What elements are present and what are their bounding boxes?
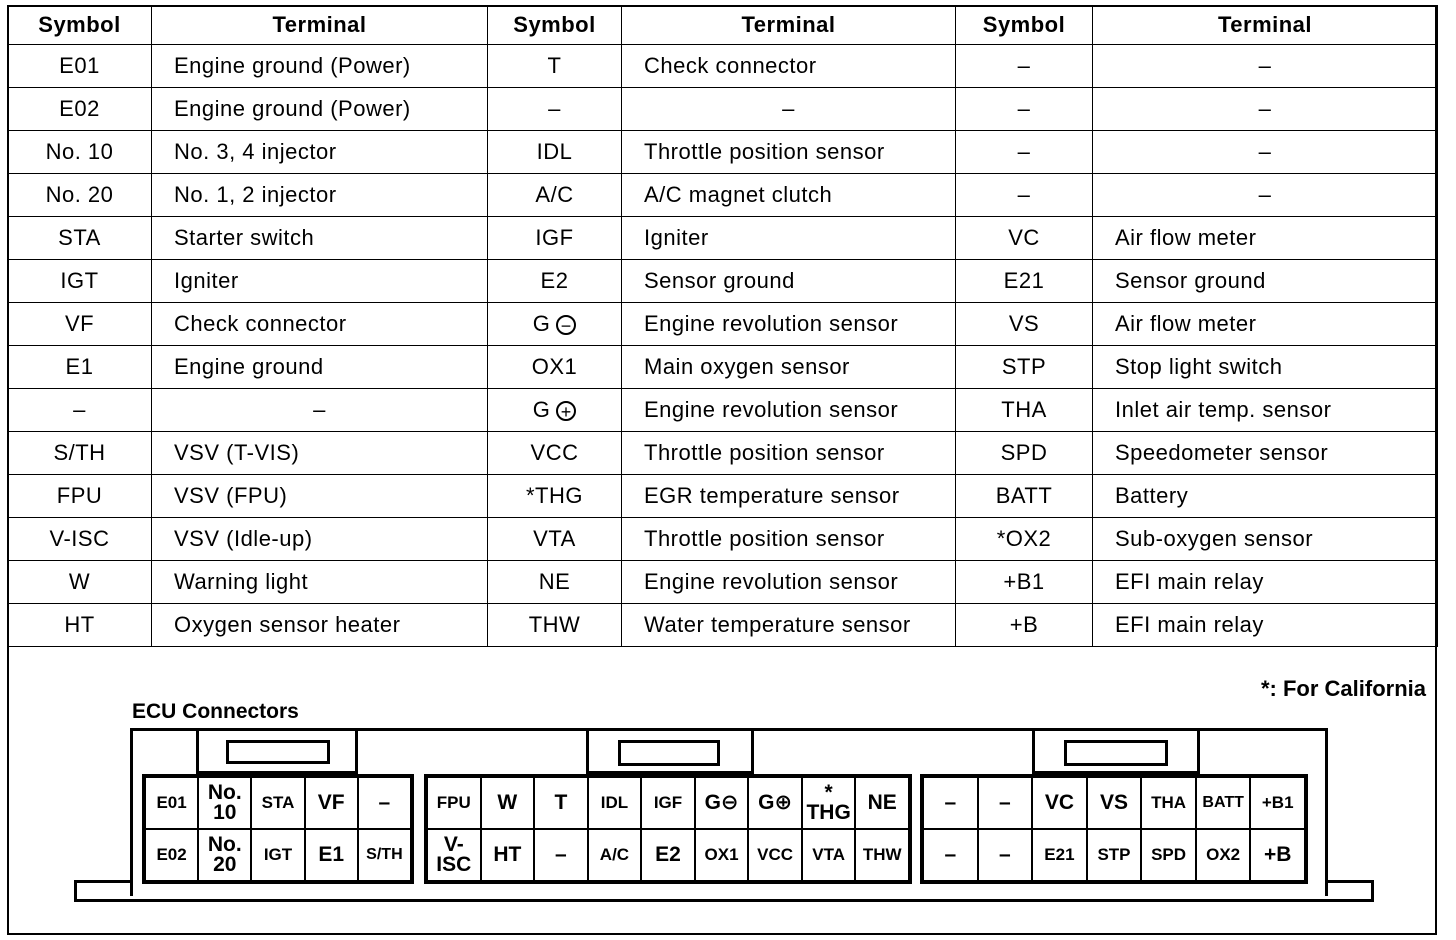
connector-pin: IDL <box>588 777 642 829</box>
connector-pin: – <box>978 777 1033 829</box>
symbol-cell <box>488 432 622 475</box>
terminal-cell: Igniter <box>622 217 956 260</box>
symbol-cell <box>8 346 152 389</box>
table-row <box>8 174 1438 217</box>
connector-pin: – <box>534 829 588 881</box>
terminal-cell: A/C magnet clutch <box>622 174 956 217</box>
table-row <box>8 131 1438 174</box>
table-row <box>8 303 1438 346</box>
symbol-cell <box>8 303 152 346</box>
symbol-cell <box>488 260 622 303</box>
symbol-cell <box>8 389 152 432</box>
connector-pin: VTA <box>802 829 856 881</box>
terminal-cell: Engine revolution sensor <box>622 561 956 604</box>
connector-pin: STA <box>251 777 304 829</box>
symbol-cell <box>8 475 152 518</box>
terminal-cell: Water temperature sensor <box>622 604 956 647</box>
table-row <box>8 217 1438 260</box>
symbol-text: STP <box>1001 354 1047 379</box>
terminal-cell: Sub-oxygen sensor <box>1093 518 1438 561</box>
connector-pin: NE <box>855 777 909 829</box>
terminal-cell: – <box>152 389 488 432</box>
symbol-text: S/TH <box>53 440 106 465</box>
symbol-cell <box>488 604 622 647</box>
symbol-text: E21 <box>1003 268 1045 293</box>
terminal-cell: Inlet air temp. sensor <box>1093 389 1438 432</box>
terminal-cell: – <box>1093 131 1438 174</box>
symbol-cell <box>8 217 152 260</box>
symbol-cell <box>956 45 1093 88</box>
symbol-text: *THG <box>526 483 583 508</box>
symbol-cell <box>8 432 152 475</box>
symbol-cell <box>956 260 1093 303</box>
terminal-cell: VSV (Idle-up) <box>152 518 488 561</box>
california-note: *: For California <box>1260 676 1426 701</box>
connector-pin: E1 <box>305 829 358 881</box>
connector-pin: IGT <box>251 829 304 881</box>
connector-pin: THW <box>855 829 909 881</box>
symbol-cell <box>488 131 622 174</box>
symbol-cell <box>8 131 152 174</box>
symbol-text: HT <box>64 612 95 637</box>
connector-pin: E2 <box>641 829 695 881</box>
symbol-cell <box>956 217 1093 260</box>
terminal-cell: Air flow meter <box>1093 217 1438 260</box>
symbol-cell <box>488 389 622 432</box>
symbol-cell <box>956 432 1093 475</box>
symbol-text: W <box>68 569 91 594</box>
symbol-cell <box>8 561 152 604</box>
symbol-text: OX1 <box>531 354 578 379</box>
terminal-cell: VSV (FPU) <box>152 475 488 518</box>
connector-pin: SPD <box>1141 829 1196 881</box>
connector-pin: S/TH <box>358 829 411 881</box>
table-row <box>8 432 1438 475</box>
symbol-text: E1 <box>65 354 94 379</box>
table-row <box>8 604 1438 647</box>
table-row <box>8 260 1438 303</box>
terminal-cell: Igniter <box>152 260 488 303</box>
symbol-text: FPU <box>56 483 103 508</box>
symbol-text: – <box>73 397 86 422</box>
symbol-text: +B <box>1009 612 1039 637</box>
symbol-text: STA <box>58 225 101 250</box>
terminal-cell: Engine ground <box>152 346 488 389</box>
symbol-text: THW <box>528 612 581 637</box>
symbol-cell <box>8 174 152 217</box>
symbol-text: – <box>1017 139 1031 164</box>
terminal-cell: – <box>622 88 956 131</box>
symbol-cell <box>488 346 622 389</box>
symbol-cell <box>8 604 152 647</box>
symbol-text: VF <box>64 311 95 336</box>
connector-pin: E02 <box>145 829 198 881</box>
connector-pin: STP <box>1087 829 1142 881</box>
terminal-cell: Warning light <box>152 561 488 604</box>
symbol-cell <box>488 561 622 604</box>
connector-pin: * THG <box>802 777 856 829</box>
terminal-cell: Stop light switch <box>1093 346 1438 389</box>
symbol-text: G <box>532 311 551 336</box>
symbol-cell <box>8 518 152 561</box>
symbol-text: A/C <box>535 182 574 207</box>
table-body <box>8 45 1438 647</box>
symbol-cell <box>956 174 1093 217</box>
connector-pin: HT <box>481 829 535 881</box>
terminal-cell: Starter switch <box>152 217 488 260</box>
symbol-text: – <box>1017 53 1031 78</box>
table-row <box>8 475 1438 518</box>
symbol-cell <box>956 561 1093 604</box>
symbol-text: IGT <box>60 268 99 293</box>
terminal-cell: EFI main relay <box>1093 561 1438 604</box>
connector-pin: BATT <box>1196 777 1251 829</box>
terminal-cell: Sensor ground <box>1093 260 1438 303</box>
connector-pin: OX2 <box>1196 829 1251 881</box>
ecu-keyway-1 <box>226 740 330 764</box>
terminal-cell: Check connector <box>622 45 956 88</box>
symbol-text: – <box>1017 182 1031 207</box>
ecu-connector-1 <box>142 774 414 884</box>
connector-pin: E01 <box>145 777 198 829</box>
symbol-cell <box>8 260 152 303</box>
connector-pin: +B <box>1250 829 1305 881</box>
symbol-cell <box>956 303 1093 346</box>
terminal-cell: No. 1, 2 injector <box>152 174 488 217</box>
terminal-cell: Throttle position sensor <box>622 432 956 475</box>
symbol-cell <box>956 604 1093 647</box>
terminal-cell: Engine revolution sensor <box>622 303 956 346</box>
connector-pin: – <box>923 777 978 829</box>
terminal-cell: Check connector <box>152 303 488 346</box>
table-row <box>8 88 1438 131</box>
connector-pin: A/C <box>588 829 642 881</box>
terminal-cell: Engine ground (Power) <box>152 45 488 88</box>
connector-pin: T <box>534 777 588 829</box>
header-symbol-3: Symbol <box>956 6 1093 45</box>
polarity-circle-icon: + <box>556 401 576 421</box>
connector-pin: V- ISC <box>427 829 481 881</box>
connector-pin: VCC <box>748 829 802 881</box>
symbol-text: NE <box>538 569 571 594</box>
table-row <box>8 389 1438 432</box>
terminal-cell: EFI main relay <box>1093 604 1438 647</box>
connector-pin: No. 10 <box>198 777 251 829</box>
symbol-text: VC <box>1008 225 1040 250</box>
terminal-cell: Battery <box>1093 475 1438 518</box>
header-terminal-2: Terminal <box>622 6 956 45</box>
connector-pin: No. 20 <box>198 829 251 881</box>
connector-pin: – <box>978 829 1033 881</box>
terminal-cell: VSV (T-VIS) <box>152 432 488 475</box>
symbol-text: – <box>1017 96 1031 121</box>
symbol-text: VTA <box>533 526 576 551</box>
symbol-text: VCC <box>530 440 579 465</box>
symbol-text: – <box>548 96 561 121</box>
header-terminal-1: Terminal <box>152 6 488 45</box>
header-terminal-3: Terminal <box>1093 6 1438 45</box>
terminal-cell: EGR temperature sensor <box>622 475 956 518</box>
terminal-cell: – <box>1093 45 1438 88</box>
symbol-text: E02 <box>59 96 100 121</box>
symbol-text: IGF <box>535 225 574 250</box>
table-row <box>8 518 1438 561</box>
terminal-table <box>7 5 1438 647</box>
terminal-cell: – <box>1093 174 1438 217</box>
symbol-cell <box>956 475 1093 518</box>
connector-pin: FPU <box>427 777 481 829</box>
symbol-cell <box>488 45 622 88</box>
symbol-cell <box>8 45 152 88</box>
connector-pin: W <box>481 777 535 829</box>
terminal-cell: Throttle position sensor <box>622 518 956 561</box>
ecu-connector-3 <box>920 774 1308 884</box>
symbol-text: E01 <box>59 53 100 78</box>
terminal-cell: Sensor ground <box>622 260 956 303</box>
symbol-cell <box>956 346 1093 389</box>
symbol-cell <box>488 518 622 561</box>
symbol-cell <box>488 303 622 346</box>
symbol-text: No. 10 <box>45 139 114 164</box>
ecu-connectors-title: ECU Connectors <box>132 700 299 723</box>
terminal-cell: Engine revolution sensor <box>622 389 956 432</box>
table-row <box>8 45 1438 88</box>
table-row <box>8 346 1438 389</box>
connector-pin: THA <box>1141 777 1196 829</box>
terminal-cell: – <box>1093 88 1438 131</box>
connector-pin: IGF <box>641 777 695 829</box>
polarity-circle-icon: − <box>556 315 576 335</box>
symbol-cell <box>956 88 1093 131</box>
symbol-text: E2 <box>540 268 569 293</box>
connector-pin: – <box>923 829 978 881</box>
table-header-row <box>8 6 1438 45</box>
symbol-cell <box>488 174 622 217</box>
symbol-text: *OX2 <box>996 526 1052 551</box>
symbol-text: BATT <box>995 483 1053 508</box>
symbol-cell <box>8 88 152 131</box>
connector-pin: OX1 <box>695 829 749 881</box>
terminal-cell: Main oxygen sensor <box>622 346 956 389</box>
symbol-text: VS <box>1008 311 1040 336</box>
symbol-cell <box>488 88 622 131</box>
symbol-text: THA <box>1001 397 1047 422</box>
symbol-cell <box>488 217 622 260</box>
terminal-cell: Engine ground (Power) <box>152 88 488 131</box>
terminal-cell: Oxygen sensor heater <box>152 604 488 647</box>
symbol-cell <box>488 475 622 518</box>
ecu-keyway-3 <box>1064 740 1168 766</box>
connector-pin: – <box>358 777 411 829</box>
symbol-text: G <box>532 397 551 422</box>
symbol-cell <box>956 389 1093 432</box>
connector-pin: E21 <box>1032 829 1087 881</box>
connector-pin: VF <box>305 777 358 829</box>
symbol-text: +B1 <box>1003 569 1045 594</box>
terminal-cell: Speedometer sensor <box>1093 432 1438 475</box>
terminal-cell: Air flow meter <box>1093 303 1438 346</box>
symbol-text: T <box>547 53 562 78</box>
table-row <box>8 561 1438 604</box>
connector-pin: VS <box>1087 777 1142 829</box>
symbol-text: SPD <box>1000 440 1048 465</box>
symbol-text: No. 20 <box>45 182 114 207</box>
ecu-connector-2 <box>424 774 912 884</box>
symbol-text: IDL <box>536 139 573 164</box>
header-symbol-2: Symbol <box>488 6 622 45</box>
symbol-cell <box>956 131 1093 174</box>
symbol-cell <box>956 518 1093 561</box>
connector-pin: G⊕ <box>748 777 802 829</box>
connector-pin: VC <box>1032 777 1087 829</box>
terminal-cell: No. 3, 4 injector <box>152 131 488 174</box>
header-symbol-1: Symbol <box>8 6 152 45</box>
terminal-cell: Throttle position sensor <box>622 131 956 174</box>
symbol-text: V-ISC <box>49 526 110 551</box>
ecu-keyway-2 <box>618 740 720 766</box>
connector-pin: G⊖ <box>695 777 749 829</box>
connector-pin: +B1 <box>1250 777 1305 829</box>
